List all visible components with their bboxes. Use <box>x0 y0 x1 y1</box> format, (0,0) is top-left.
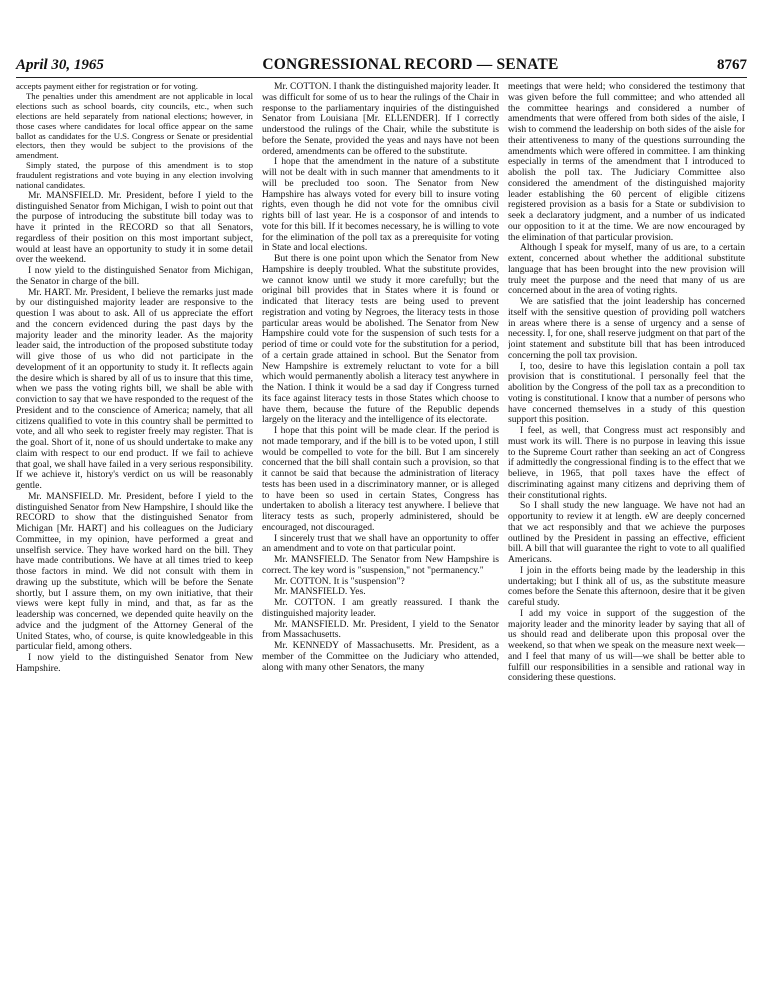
paragraph: I join in the efforts being made by the leadership in this undertaking; but I think all of us, as the substitute measure comes before the Senate this afternoon, desire that it be given careful study. <box>508 564 745 608</box>
paragraph: The penalties under this amendment are not applicable in local elections such as school boards, city councils, etc., when such elections are held separately from national elections; however, in those cases where candidates for local office appear on the same ballot as candidates for the U.S. Congress or Senate or presidential electors, then they would be subject to the provisions of the amendment. <box>16 90 253 161</box>
text-columns <box>16 82 747 982</box>
paragraph: But there is one point upon which the Senator from New Hampshire is deeply troubled. What the substitute provides, we cannot know until we study it more carefully; but the original bill provides that in States where it is found or indicated that literacy tests are being used to prevent registration and voting by Negroes, the literacy tests in those particular areas would be abolished. The Senator from New Hampshire could vote for the suspension of such tests for a period of time or could vote for the substitution for a period, of a certain grade attained in school. But the Senator from New Hampshire is extremely reluctant to vote for a bill which would permanently abolish a literacy test anywhere in the Nation. I think it would be a sad day if Congress turned its face against literacy tests in those States which choose to have them, because the future of the Republic depends largely on the literacy and the intelligence of its electorate. <box>262 253 499 426</box>
column-right <box>508 82 745 982</box>
header-title: CONGRESSIONAL RECORD — SENATE <box>262 56 559 73</box>
paragraph: Mr. KENNEDY of Massachusetts. Mr. President, as a member of the Committee on the Judiciary who attended, along with many other Senators, the many <box>262 640 499 673</box>
column-middle <box>262 82 499 982</box>
paragraph: I sincerely trust that we shall have an opportunity to offer an amendment and to vote on that particular point. <box>262 532 499 555</box>
paragraph: I, too, desire to have this legislation contain a poll tax provision that is constitutional. I personally feel that the abolition by the Congress of the poll tax as a precondition to voting is constitutional. I know that a number of persons who have concerned themselves in a study of this question support this position. <box>508 360 745 426</box>
paragraph: Mr. MANSFIELD. Mr. President, I yield to the Senator from Massachusetts. <box>262 618 499 641</box>
paragraph: I now yield to the distinguished Senator from New Hampshire. <box>16 652 253 674</box>
paragraph: Mr. MANSFIELD. The Senator from New Hampshire is correct. The key word is "suspension," not "permanency." <box>262 554 499 576</box>
paragraph: Mr. MANSFIELD. Mr. President, before I yield to the distinguished Senator from New Hampshire, I should like the RECORD to show that the distinguished Senator from Michigan [Mr. HART] and his colleagues on the Judiciary Committee, in my opinion, have performed a great and unselfish service. They have worked hard on the bill. They have made contributions. We have at all times tried to keep those factors in mind. We did not consult with them in drawing up the substitute, which will be before the Senate shortly, but I assure them, on my own initiative, that their views were kept fully in mind, and that, as far as the leadership was concerned, we depended quite heavily on the advice and the judgment of the Attorney General of the United States, who, of course, is quite knowledgeable in this particular field, among others. <box>16 490 253 653</box>
paragraph: Mr. COTTON. It is "suspension"? <box>274 575 405 587</box>
paragraph: Mr. HART. Mr. President, I believe the remarks just made by our distinguished majority leader are responsive to the question I was about to ask. All of us appreciate the effort and the concern evidenced during the past days by the majority leader and the minority leader. As the majority leader said, the introduction of the proposed substitute today will give those of us who did not participate in the development of it an opportunity to study it. It reflects again the desire which is shared by all of us to insure that this time, when we pass the voting rights bill, we shall be able with conviction to say that we have responded to the request of the President and to the conscience of America; namely, that all citizens qualified to vote in this country shall be permitted to vote, and all who seek to register freely may register. That is the goal. Short of it, none of us should undertake to make any claim with respect to our end product. If we fail to achieve that goal, we shall have failed in a very serious responsibility. If we achieve it, history's verdict on us will be reasonably gentle. <box>16 286 253 492</box>
paragraph: Mr. COTTON. I thank the distinguished majority leader. It was difficult for some of us to hear the rulings of the Chair in response to the parliamentary inquiries of the distinguished Senator from Louisiana [Mr. ELLENDER]. If I correctly understood the rulings of the Chair, while the substitute is before the Senate, provided the yeas and nays have not been ordered, amendments can be offered to the substitute. <box>262 82 499 157</box>
header-page-number: 8767 <box>716 57 747 73</box>
paragraph: I hope that this point will be made clear. If the period is not made temporary, and if the bill is to be voted upon, I still would be compelled to vote for the bill. But I am sincerely concerned that the bill shall contain such a provision, so that it cannot be said that because the administration of literacy tests has been used in a discriminatory manner, or is alleged to have been so used in certain States, Congress has undertaken to abolish a literacy test anywhere. I believe that literacy tests as such, properly administered, should be encouraged, not discouraged. <box>262 425 499 533</box>
paragraph: Mr. COTTON. I am greatly reassured. I thank the distinguished majority leader. <box>262 597 499 619</box>
paragraph: Mr. MANSFIELD. Mr. President, before I yield to the distinguished Senator from Michigan, I wish to point out that the purpose of introducing the substitute bill today was to have it printed in the RECORD so that all Senators, regardless of their position on this most important subject, would at least have an opportunity to study it in some detail over the weekend. <box>16 189 253 266</box>
page-header <box>16 56 747 78</box>
paragraph: Although I speak for myself, many of us are, to a certain extent, concerned about whether the additional substitute language that has been brought into the new provision will truly meet the purpose and the need that many of us are concerned about in the area of voting rights. <box>508 242 745 297</box>
paragraph: I now yield to the distinguished Senator from Michigan, the Senator in charge of the bill. <box>16 265 253 287</box>
header-date: April 30, 1965 <box>16 57 104 73</box>
paragraph: We are satisfied that the joint leadership has concerned itself with the sensitive question of providing poll watchers in areas where there is a sense of urgency and a sense of necessity. I, for one, shall reserve judgment on that part of the joint statement and substitute bill that has been introduced concerning the poll tax provision. <box>508 296 745 361</box>
column-left <box>16 82 253 982</box>
paragraph: accepts payment either for registration or for voting. <box>16 82 198 91</box>
paragraph: Simply stated, the purpose of this amendment is to stop fraudulent registrations and vote buying in any election involving national candidates. <box>16 160 253 191</box>
paragraph: Mr. MANSFIELD. Yes. <box>274 586 366 598</box>
paragraph: So I shall study the new language. We have not had an opportunity to review it at length. eW are deeply concerned that we act responsibly and that we achieve the purposes outlined by the President in passing an effective, efficient bill. A bill that will guarantee the right to vote to all qualified Americans. <box>508 500 745 565</box>
paragraph: I add my voice in support of the suggestion of the majority leader and the minority leader by saying that all of us should read and deliberate upon this proposal over the weekend, so that when we speak on the measure next week—and I feel that many of us will—we shall be better able to fulfill our responsibilities in a sensible and rational way in considering these questions. <box>508 607 745 684</box>
paragraph: meetings that were held; who considered the testimony that was given before the full committee; and who attended all the committee hearings and considered a number of amendments that were offered from both sides of the aisle, I wish to commend the leadership on both sides of the aisle for their attentiveness to many of the questions surrounding the amendments which were offered in committee. I am thinking especially in terms of the amendment that I introduced to abolish the poll tax. The Judiciary Committee also considered the amendment of the distinguished majority leader establishing the 60 percent of eligible citizens registered provision as a basis for a State or subdivision to seek a declaratory judgment, and a number of us indicated our opposition to it at the time. We are now encouraged by the elimination of that particular provision. <box>508 82 745 243</box>
paragraph: I hope that the amendment in the nature of a substitute will not be dealt with in such manner that amendments to it will be precluded too soon. The Senator from New Hampshire has always voted for every bill to insure voting rights, even though he did not vote for the omnibus civil rights bill of last year. He is a cosponsor of and intends to vote for this bill. If it becomes necessary, he is willing to vote for the elimination of the poll tax as a prerequisite for voting in State and local elections. <box>262 156 499 254</box>
paragraph: I feel, as well, that Congress must act responsibly and must work its will. There is no purpose in leaving this issue to the Supreme Court rather than seeking an act of Congress if admittedly the congressional finding is to the effect that we believe, in 1965, that poll taxes have the effect of discriminating against many citizens and depriving them of their constitutional rights. <box>508 425 745 501</box>
